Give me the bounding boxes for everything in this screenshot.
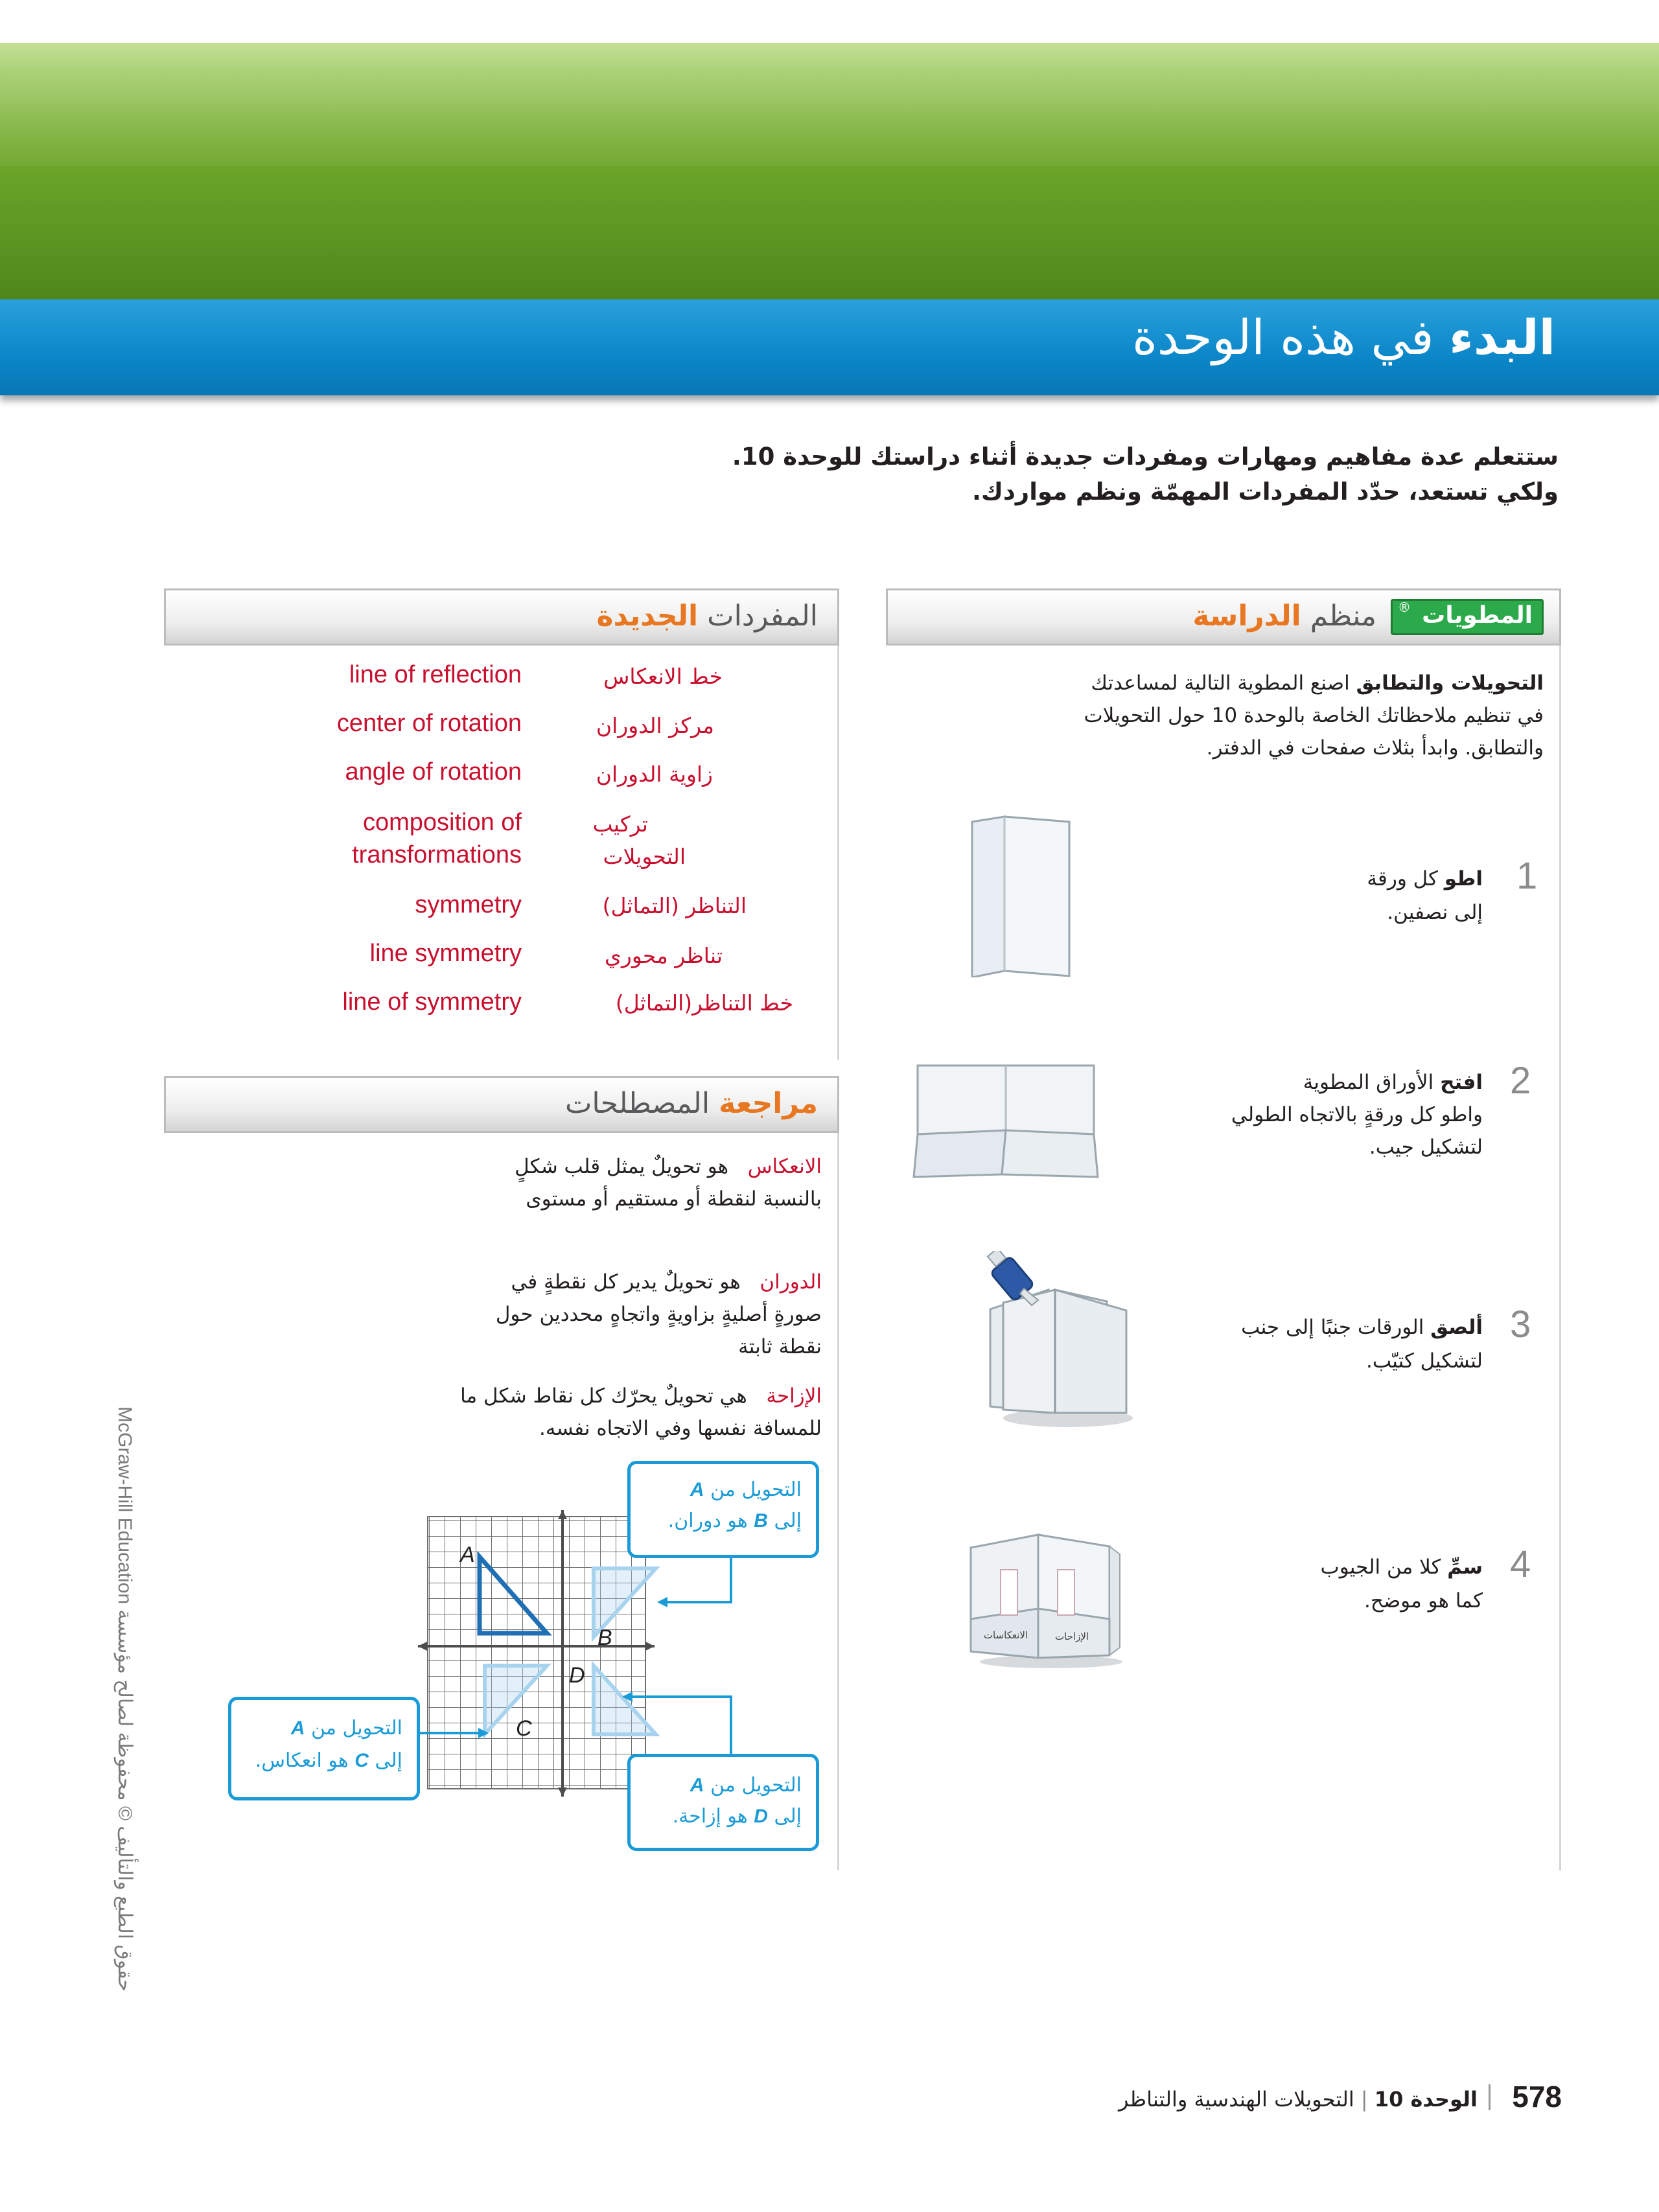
review-term-translation-def-1: هي تحويلٌ يحرّك كل نقاط شكل ما <box>460 1384 747 1408</box>
review-term-translation: الإزاحة <box>766 1384 822 1408</box>
organizer-title-accent: الدراسة <box>1192 600 1301 633</box>
callout-rotation-var-B: B <box>754 1510 768 1531</box>
callout-rotation-var-A: A <box>690 1479 704 1500</box>
vocab-en-line-of-reflection: line of reflection <box>349 661 522 688</box>
vocab-ar-composition: تركيب <box>592 811 648 837</box>
pocket-label-reflections: الانعكاسات <box>983 1629 1028 1641</box>
step-1-line-2: إلى نصفين. <box>1387 901 1483 924</box>
vocab-en-symmetry: symmetry <box>415 891 522 918</box>
step-1-line-1-rest: كل ورقة <box>1367 867 1438 891</box>
vocab-ar-center-of-rotation: مركز الدوران <box>596 713 714 738</box>
vocab-en-transformations: transformations <box>352 841 522 868</box>
organizer-desc-bold: التحويلات والتطابق <box>1356 671 1544 695</box>
callout-rotation-line-1 <box>690 1478 802 1501</box>
label-D: D <box>569 1663 585 1688</box>
callout-translation-pre-1: التحويل من <box>710 1774 802 1797</box>
review-term-reflection-line-2: بالنسبة لنقطة أو مستقيم أو مستوى <box>526 1187 822 1211</box>
callout-translation-line-1 <box>690 1774 802 1797</box>
vocab-title <box>597 600 818 633</box>
vocab-ar-symmetry: التناظر (التماثل) <box>602 893 747 918</box>
organizer-desc-line-2: في تنظيم ملاحظاتك الخاصة بالوحدة 10 حول التحويلات <box>1084 704 1544 727</box>
page-title-rest: في هذه الوحدة <box>1132 310 1434 366</box>
vocab-ar-angle-of-rotation: زاوية الدوران <box>596 762 713 787</box>
header-highlight <box>0 43 1659 166</box>
organizer-title <box>1192 600 1376 633</box>
callout-reflection-var-A: A <box>290 1717 305 1739</box>
review-term-rotation-def-1: هو تحويلٌ يدير كل نقطةٍ في <box>511 1270 741 1294</box>
footer-unit-title <box>1119 2087 1478 2112</box>
label-B: B <box>597 1625 612 1650</box>
callout-translation-post: هو إزاحة. <box>672 1805 748 1828</box>
vocab-right-rule <box>837 646 839 1060</box>
review-term-reflection-def-1: هو تحويلٌ يمثل قلب شكلٍ <box>515 1155 729 1178</box>
step-2-line-2: واطو كل ورقةٍ بالاتجاه الطولي <box>1231 1103 1483 1126</box>
page-number: 578 <box>1512 2080 1562 2113</box>
callout-rotation-line-2 <box>668 1509 802 1532</box>
review-term-rotation-line-2: صورةٍ أصليةٍ بزاويةٍ واتجاهٍ محددين حول <box>495 1303 822 1326</box>
review-header <box>164 1076 839 1133</box>
callout-reflection-pre-1: التحويل من <box>311 1717 402 1740</box>
foldables-badge-text: المطويات <box>1422 602 1533 629</box>
vocab-en-angle-of-rotation: angle of rotation <box>345 758 522 786</box>
step-3-bold: ألصق <box>1430 1316 1483 1339</box>
callout-reflection-line-1 <box>291 1717 402 1740</box>
footer-unit-name: التحويلات الهندسية والتناظر <box>1119 2087 1354 2112</box>
callout-rotation <box>627 1461 819 1558</box>
step-4-line-1 <box>1321 1555 1483 1579</box>
step-2-line-1-rest: الأوراق المطوية <box>1303 1071 1434 1094</box>
step-3-line-2: لتشكيل كتيّب. <box>1365 1349 1483 1373</box>
review-term-rotation: الدوران <box>760 1270 822 1294</box>
step-1-folded-paper-illustration <box>966 815 1076 977</box>
coordinate-grid <box>418 1510 655 1797</box>
organizer-desc-line-3: والتطابق. وابدأ بثلاث صفحات في الدفتر. <box>1206 736 1544 760</box>
callout-translation-pre-2: إلى <box>774 1805 802 1828</box>
step-4-line-2: كما هو موضح. <box>1363 1589 1483 1612</box>
footer-unit-bold: الوحدة 10 <box>1374 2087 1478 2112</box>
review-term-reflection-line-1 <box>515 1155 822 1178</box>
foldables-badge <box>1391 599 1544 635</box>
step-2-line-3: لتشكيل جيب. <box>1369 1135 1483 1159</box>
foldables-badge-mark: ® <box>1398 600 1411 615</box>
review-title <box>565 1087 818 1120</box>
callout-translation <box>627 1754 819 1851</box>
review-title-accent: مراجعة <box>719 1087 818 1120</box>
callout-rotation-pre-2: إلى <box>774 1509 802 1532</box>
organizer-desc-line-1 <box>1091 671 1544 695</box>
review-term-translation-line-2: للمسافة نفسها وفي الاتجاه نفسه. <box>539 1417 822 1440</box>
step-2-line-1 <box>1303 1071 1483 1094</box>
callout-translation-var-D: D <box>754 1806 768 1827</box>
vocab-ar-line-of-symmetry: خط التناظر(التماثل) <box>615 990 793 1016</box>
glue-bottle-icon <box>988 1251 1038 1305</box>
step-1-number: 1 <box>1516 855 1538 897</box>
vocab-en-composition-of: composition of <box>362 809 522 836</box>
vocab-ar-line-of-reflection: خط الانعكاس <box>603 664 723 689</box>
step-3-number: 3 <box>1510 1303 1531 1345</box>
organizer-title-plain: منظم <box>1310 600 1376 633</box>
vocab-title-plain: المفردات <box>707 600 818 633</box>
review-term-rotation-line-3: نقطة ثابتة <box>738 1335 822 1358</box>
callout-reflection-line-2 <box>255 1749 402 1772</box>
label-C: C <box>516 1716 532 1741</box>
step-3-glued-booklet-illustration <box>977 1251 1139 1432</box>
step-2-bold: افتح <box>1440 1071 1483 1094</box>
vocab-en-center-of-rotation: center of rotation <box>336 710 522 737</box>
callout-rotation-post: هو دوران. <box>667 1509 748 1532</box>
step-4-bold: سمِّ <box>1447 1555 1483 1579</box>
review-right-rule <box>837 1133 839 1870</box>
callout-reflection-pre-2: إلى <box>375 1749 402 1772</box>
step-4-number: 4 <box>1510 1543 1531 1585</box>
vocab-title-accent: الجديدة <box>596 600 699 633</box>
callout-translation-line-2 <box>673 1805 802 1828</box>
vocab-header <box>164 588 839 646</box>
callout-reflection <box>228 1697 420 1800</box>
review-term-translation-line-1 <box>460 1384 822 1408</box>
step-2-number: 2 <box>1510 1060 1531 1102</box>
step-4-labeled-booklet-illustration <box>967 1528 1129 1671</box>
intro-line-2: ولكي تستعد، حدّد المفردات المهمّة ونظم مواردك. <box>971 478 1559 506</box>
organizer-right-rule <box>1559 646 1561 1870</box>
step-3-line-1-rest: الورقات جنبًا إلى جنب <box>1241 1316 1424 1339</box>
step-1-bold: اطو <box>1444 867 1483 891</box>
callout-rotation-pre-1: التحويل من <box>710 1478 802 1501</box>
step-3-line-1 <box>1241 1316 1483 1339</box>
review-term-rotation-line-1 <box>511 1270 822 1294</box>
organizer-desc-rest: اصنع المطوية التالية لمساعدتك <box>1091 671 1350 695</box>
step-1-line-1 <box>1367 867 1483 891</box>
page-title-bold: البدء <box>1449 310 1555 366</box>
review-term-reflection: الانعكاس <box>747 1155 822 1178</box>
callout-reflection-var-C: C <box>354 1750 369 1771</box>
vocab-en-line-symmetry: line symmetry <box>369 940 522 967</box>
vocab-en-line-of-symmetry: line of symmetry <box>342 988 522 1016</box>
vocab-ar-line-symmetry: تناظر محوري <box>605 943 723 968</box>
vocab-ar-transformations: التحويلات <box>603 844 686 869</box>
callout-reflection-post: هو انعكاس. <box>255 1749 349 1772</box>
label-A: A <box>460 1543 475 1567</box>
organizer-header <box>886 588 1561 646</box>
callout-translation-var-A: A <box>690 1775 704 1796</box>
pocket-label-translations: الإزاحات <box>1054 1631 1089 1642</box>
step-4-line-1-rest: كلا من الجيوب <box>1320 1555 1441 1579</box>
footer-divider <box>1489 2084 1491 2110</box>
footer-separator: | <box>1360 2087 1368 2112</box>
intro-line-1: ستتعلم عدة مفاهيم ومهارات ومفردات جديدة أثناء دراستك للوحدة 10. <box>732 443 1559 471</box>
copyright-side-credit: McGraw-Hill Education حقوق الطبع والتأليف © محفوظة لصالح مؤسسة <box>114 1406 135 1992</box>
review-title-plain: المصطلحات <box>564 1087 710 1120</box>
page-title <box>1132 310 1555 366</box>
step-2-pocket-paper-illustration <box>912 1063 1100 1180</box>
